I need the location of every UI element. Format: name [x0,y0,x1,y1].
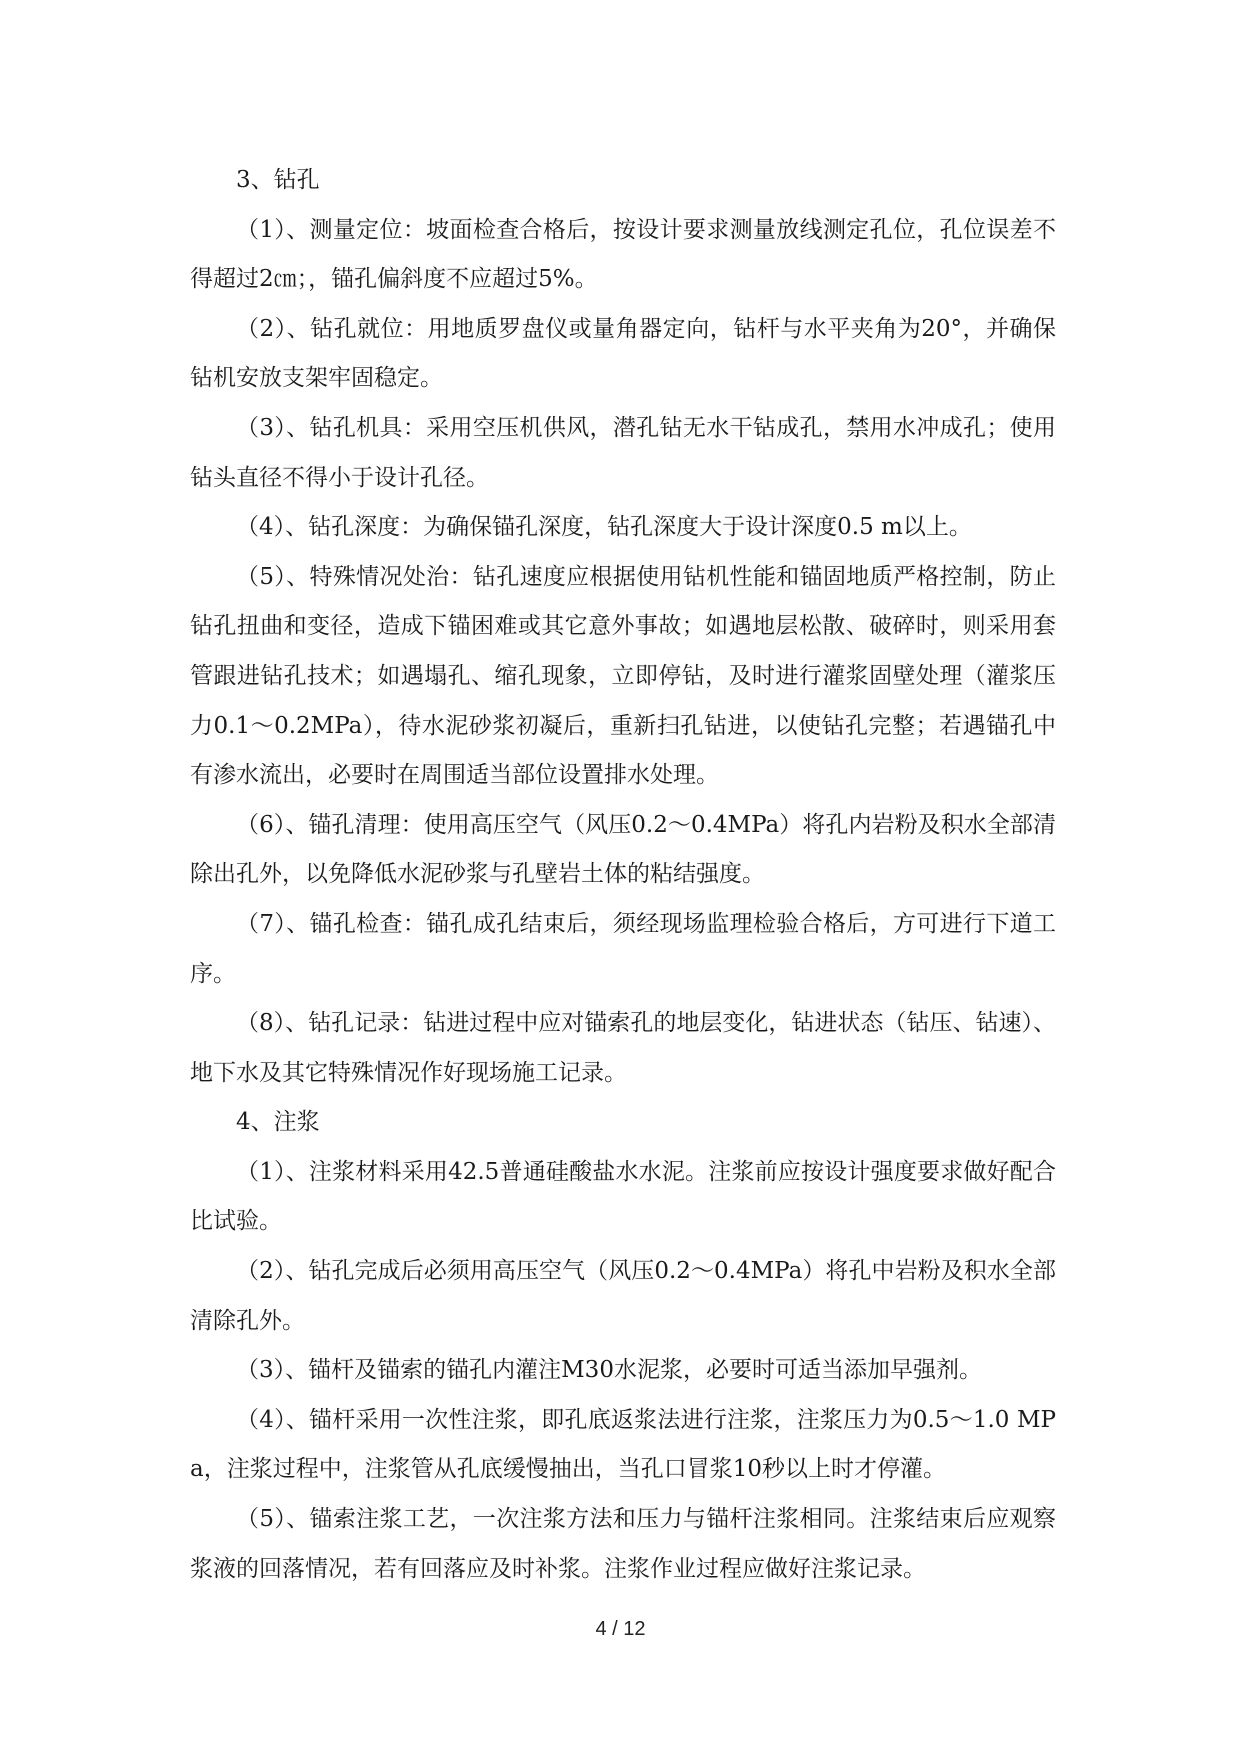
paragraph-drill-depth: （4）、钻孔深度：为确保锚孔深度，钻孔深度大于设计深度0.5 m以上。 [236,514,972,541]
paragraph-anchor-rod-grouting: （4）、锚杆采用一次性注浆，即孔底返浆法进行注浆，注浆压力为0.5～1.0 MPa，注浆过程中，注浆管从孔底缓慢抽出，当孔口冒浆10秒以上时才停灌。 [190,1406,1056,1483]
paragraph-hole-inspection: （7）、锚孔检查：锚孔成孔结束后，须经现场监理检验合格后，方可进行下道工序。 [190,910,1056,987]
paragraph-drill-setup: （2）、钻孔就位：用地质罗盘仪或量角器定向，钻杆与水平夹角为20°，并确保钻机安放支架牢固稳定。 [190,315,1056,392]
paragraph-hole-cleaning: （6）、锚孔清理：使用高压空气（风压0.2～0.4MPa）将孔内岩粉及积水全部清除出孔外，以免降低水泥砂浆与孔壁岩土体的粘结强度。 [190,811,1056,888]
paragraph-grout-material: （1）、注浆材料采用42.5普通硅酸盐水水泥。注浆前应按设计强度要求做好配合比试验。 [190,1158,1056,1235]
paragraph-special-cases: （5）、特殊情况处治：钻孔速度应根据使用钻机性能和锚固地质严格控制，防止钻孔扭曲和变径，造成下锚困难或其它意外事故；如遇地层松散、破碎时，则采用套管跟进钻孔技术；如遇塌孔、缩孔现象，立即停钻，及时进行灌浆固壁处理（灌浆压力0.1～0.2MPa），待水泥砂浆初凝后，重新扫孔钻进，以使钻孔完整；若遇锚孔中有渗水流出，必要时在周围适当部位设置排水处理。 [190,563,1056,789]
paragraph-air-cleaning: （2）、钻孔完成后必须用高压空气（风压0.2～0.4MPa）将孔中岩粉及积水全部清除孔外。 [190,1258,1056,1334]
paragraph-survey-positioning: （1）、测量定位：坡面检查合格后，按设计要求测量放线测定孔位，孔位误差不得超过2㎝；，锚孔偏斜度不应超过5%。 [190,216,1056,293]
section-heading-drilling: 3、钻孔 [236,167,320,193]
page-number: 4 / 12 [595,1618,646,1640]
section-heading-grouting: 4、注浆 [236,1109,320,1136]
paragraph-drill-equipment: （3）、钻孔机具：采用空压机供风，潜孔钻无水干钻成孔，禁用水冲成孔；使用钻头直径不得小于设计孔径。 [190,414,1056,491]
paragraph-m30-grout: （3）、锚杆及锚索的锚孔内灌注M30水泥浆，必要时可适当添加早强剂。 [236,1357,982,1384]
paragraph-drill-records: （8）、钻孔记录：钻进过程中应对锚索孔的地层变化，钻进状态（钻压、钻速）、地下水及其它特殊情况作好现场施工记录。 [190,1010,1056,1086]
paragraph-anchor-cable-grouting: （5）、锚索注浆工艺，一次注浆方法和压力与锚杆注浆相同。注浆结束后应观察浆液的回落情况，若有回落应及时补浆。注浆作业过程应做好注浆记录。 [190,1506,1056,1582]
document-body [190,156,1056,1594]
